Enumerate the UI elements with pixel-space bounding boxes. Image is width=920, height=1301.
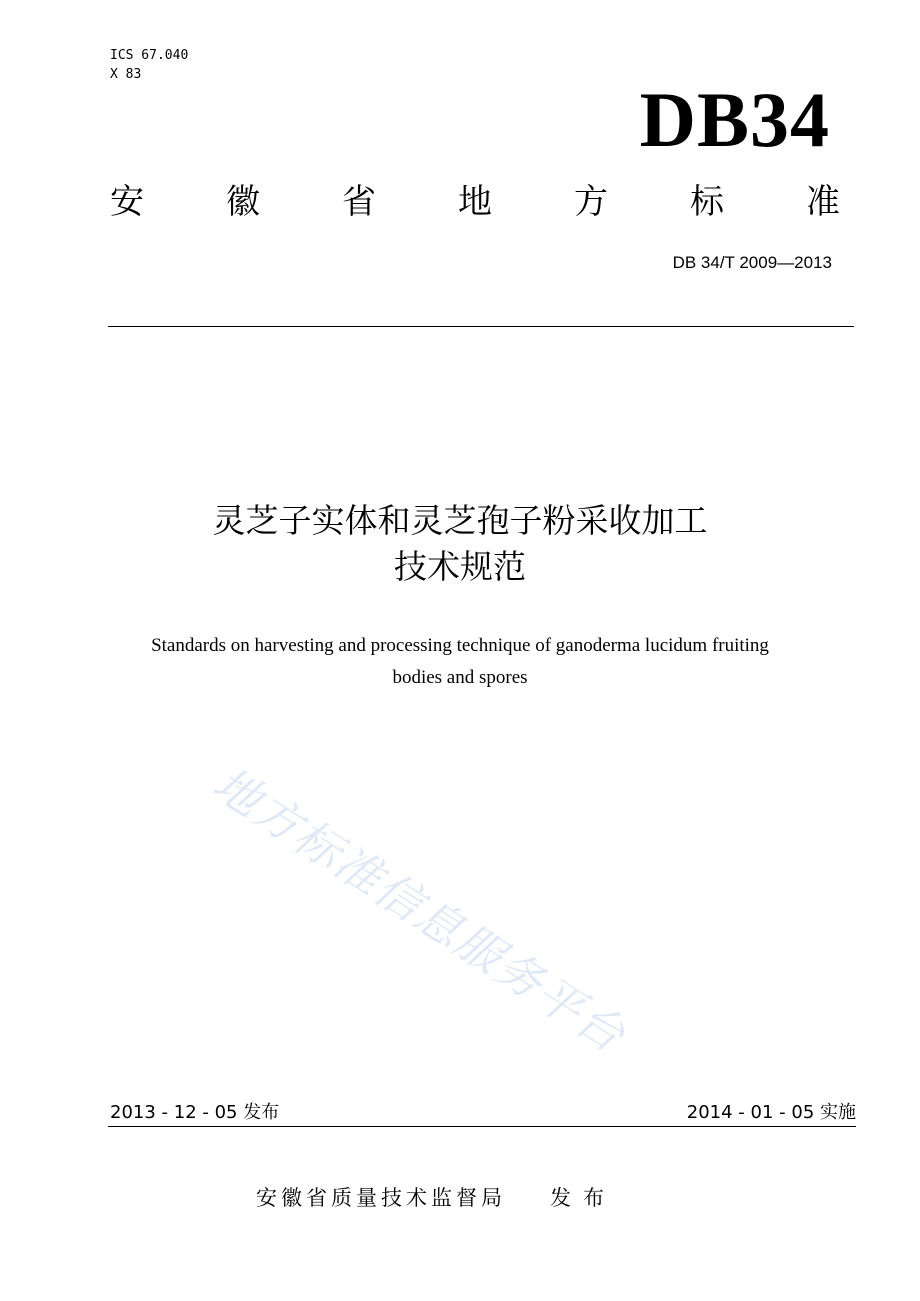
- english-title: [90, 630, 830, 694]
- chinese-title: [0, 498, 920, 590]
- issuer-row: [256, 1184, 616, 1212]
- class-code: X 83: [110, 67, 142, 82]
- english-title-line-2: bodies and spores: [392, 667, 528, 688]
- standard-type-char: 安: [110, 182, 144, 222]
- classification-codes: [110, 46, 188, 84]
- chinese-title-line-1: 灵芝子实体和灵芝孢子粉采收加工: [212, 501, 708, 540]
- chinese-title-line-2: 技术规范: [394, 547, 526, 586]
- standard-type-char: 地: [458, 182, 492, 222]
- standard-type-char: 准: [806, 182, 840, 222]
- dates-row: [110, 1101, 856, 1125]
- standard-type-char: 方: [574, 182, 608, 222]
- implement-date: 2014 - 01 - 05 实施: [686, 1102, 856, 1123]
- standard-type-char: 徽: [226, 182, 260, 222]
- dates-divider: [108, 1126, 856, 1127]
- standard-type: [110, 180, 840, 224]
- english-title-line-1: Standards on harvesting and processing technique of ganoderma lucidum fruiting: [151, 635, 769, 656]
- standard-type-char: 省: [342, 182, 376, 222]
- standard-type-char: 标: [690, 182, 724, 222]
- standard-number: DB 34/T 2009—2013: [672, 253, 832, 272]
- ics-code: ICS 67.040: [110, 48, 189, 63]
- db-code: DB34: [639, 76, 830, 163]
- issue-word: 发布: [550, 1186, 616, 1210]
- issuer-name: 安徽省质量技术监督局: [256, 1186, 506, 1210]
- publish-date: 2013 - 12 - 05 发布: [110, 1102, 280, 1123]
- watermark: 地方标准信息服务平台: [203, 756, 636, 1064]
- header-divider: [108, 326, 854, 327]
